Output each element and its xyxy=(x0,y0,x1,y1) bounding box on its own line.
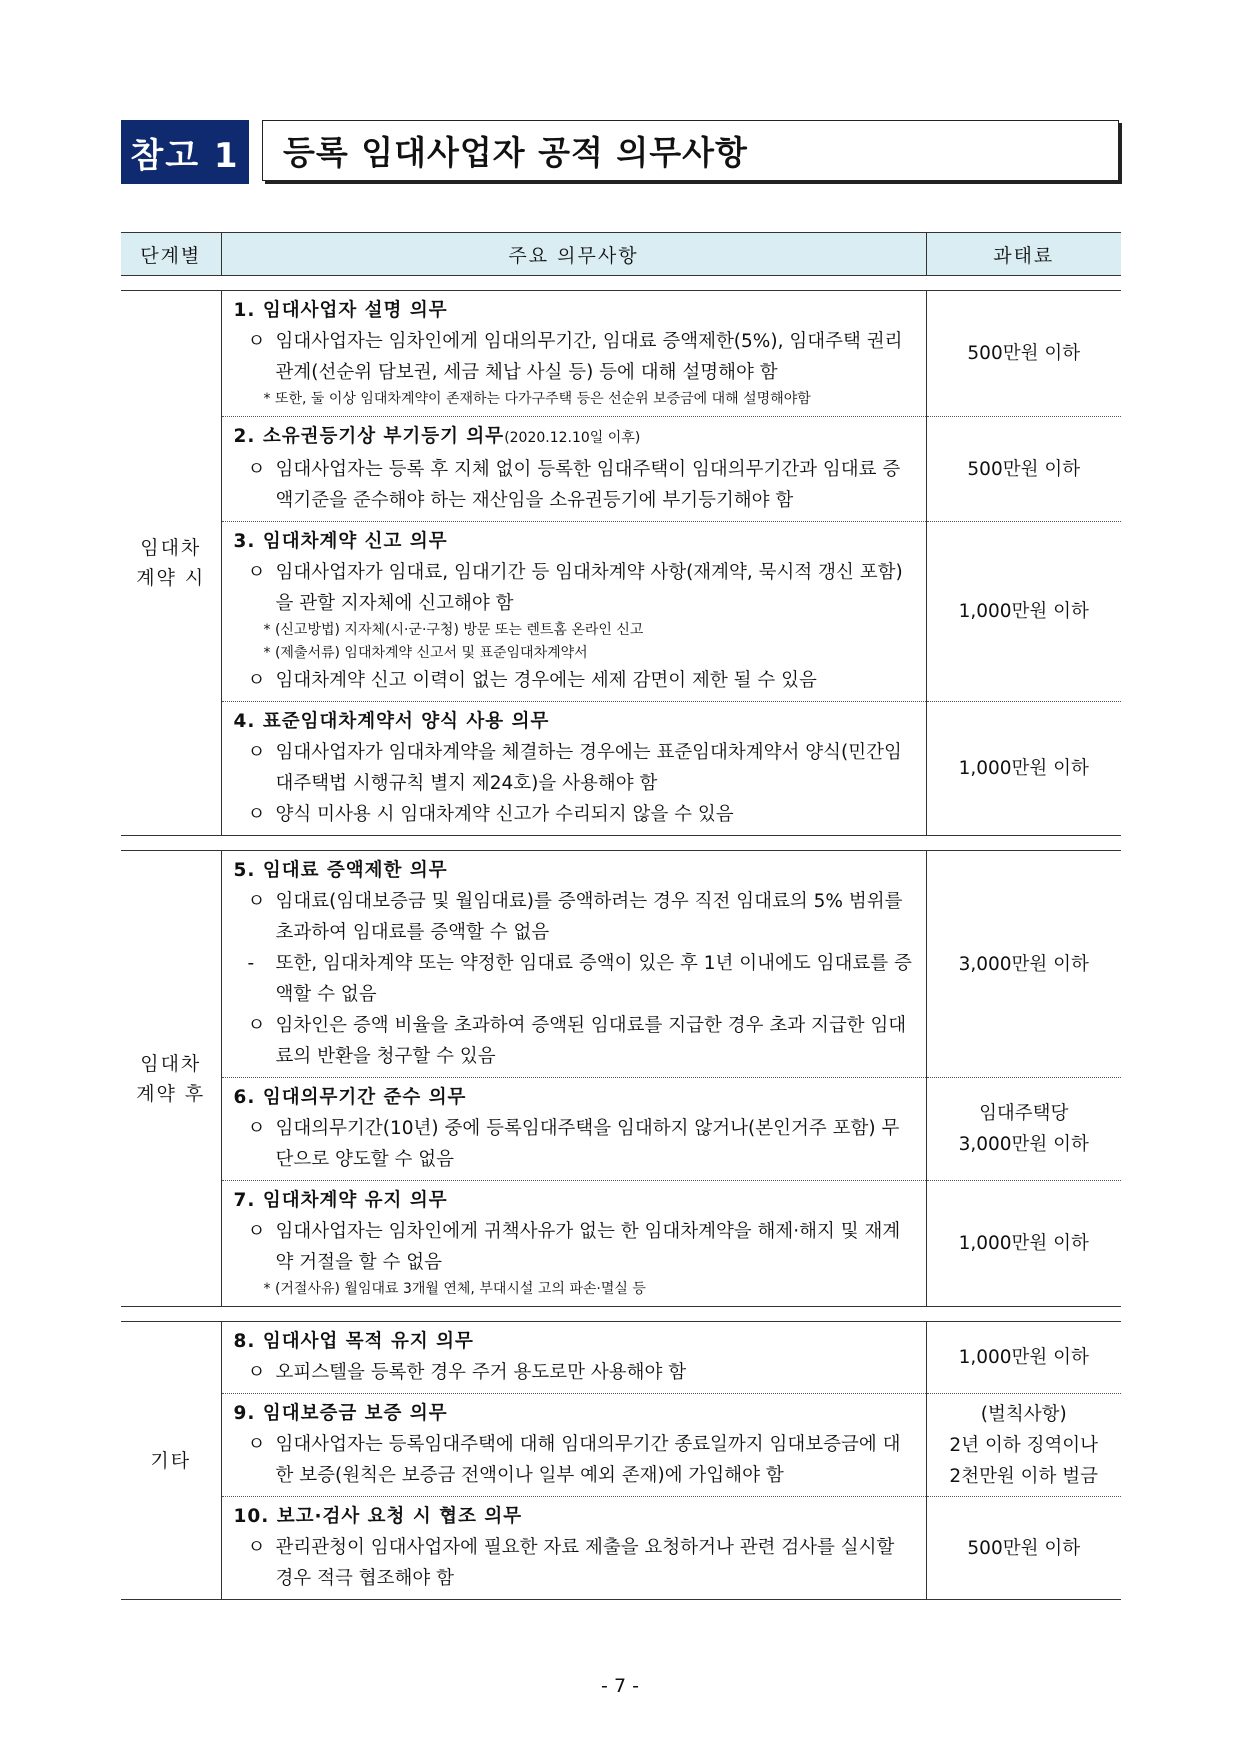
duty-title-text: 1. 임대사업자 설명 의무 xyxy=(233,300,448,321)
fine-text: 500만원 이하 xyxy=(967,458,1081,480)
table-row xyxy=(121,1497,1121,1600)
bullet-item xyxy=(234,886,916,948)
duty-title xyxy=(234,526,916,557)
circle-bullet-icon: ㅇ xyxy=(247,1118,266,1139)
title-bar xyxy=(121,120,1121,186)
fine-text: 1,000만원 이하 xyxy=(958,601,1089,622)
duty-title-text: 10. 보고·검사 요청 시 협조 의무 xyxy=(233,1506,523,1527)
fine-text: 1,000만원 이하 xyxy=(958,758,1089,779)
separator-cell xyxy=(121,836,1121,851)
stage-label: 계약 후 xyxy=(136,1082,206,1105)
header-stage: 단계별 xyxy=(121,233,221,276)
duty-cell xyxy=(221,417,926,522)
duty-title xyxy=(234,1501,916,1532)
duty-title xyxy=(234,295,916,326)
stage-label: 기타 xyxy=(150,1449,192,1472)
table-row xyxy=(121,1394,1121,1497)
table-row xyxy=(121,291,1121,417)
stage-cell xyxy=(121,851,221,1307)
stage-label: 계약 시 xyxy=(136,567,206,589)
page-number: - 7 - xyxy=(601,1675,639,1697)
circle-bullet-icon: ㅇ xyxy=(247,742,266,763)
footnote: * (신고방법) 지자체(시·군·구청) 방문 또는 렌트홈 온라인 신고 xyxy=(263,622,644,638)
duty-cell xyxy=(221,1322,926,1394)
fine-cell xyxy=(926,1322,1121,1394)
duty-title-text: 5. 임대료 증액제한 의무 xyxy=(233,860,448,881)
table-row xyxy=(121,417,1121,522)
fine-cell xyxy=(926,1394,1121,1497)
fine-text: 2천만원 이하 벌금 xyxy=(949,1465,1099,1487)
bullet-item xyxy=(234,326,916,388)
duty-title xyxy=(234,1185,916,1216)
bullet-text: 임대료(임대보증금 및 월임대료)를 증액하려는 경우 직전 임대료의 5% 범위를 초과하여 임대료를 증액할 수 없음 xyxy=(275,891,903,943)
circle-bullet-icon: ㅇ xyxy=(247,459,266,480)
bullet-text: 임대사업자는 등록 후 지체 없이 등록한 임대주택이 임대의무기간과 임대료 증액기준을 준수해야 하는 재산임을 소유권등기에 부기등기해야 함 xyxy=(275,459,901,511)
bullet-text: 임대사업자는 등록임대주택에 대해 임대의무기간 종료일까지 임대보증금에 대한 보증(원칙은 보증금 전액이나 일부 예외 존재)에 가입해야 함 xyxy=(275,1434,901,1486)
fine-text: 500만원 이하 xyxy=(967,1537,1081,1559)
duty-cell xyxy=(221,522,926,702)
separator-cell xyxy=(121,1307,1121,1322)
duty-title-note: (2020.12.10일 이후) xyxy=(504,430,641,446)
circle-bullet-icon: ㅇ xyxy=(247,1015,266,1036)
table-row xyxy=(121,1181,1121,1307)
dash-text: 또한, 임대차계약 또는 약정한 임대료 증액이 있은 후 1년 이내에도 임대료를 증액할 수 없음 xyxy=(275,953,912,1005)
stage-cell xyxy=(121,1322,221,1600)
circle-bullet-icon: ㅇ xyxy=(247,1537,266,1558)
circle-bullet-icon: ㅇ xyxy=(247,891,266,912)
duty-title xyxy=(234,1398,916,1429)
circle-bullet-icon: ㅇ xyxy=(247,670,266,691)
circle-bullet-icon: ㅇ xyxy=(247,804,266,825)
bullet-item xyxy=(234,665,916,696)
duty-cell xyxy=(221,1078,926,1181)
dash-icon: - xyxy=(247,953,255,974)
bullet-item xyxy=(234,737,916,799)
bullet-item xyxy=(234,1216,916,1278)
bullet-item xyxy=(234,1010,916,1072)
duty-title-text: 3. 임대차계약 신고 의무 xyxy=(233,531,448,552)
group-separator xyxy=(121,1307,1121,1322)
bullet-item xyxy=(234,799,916,830)
bullet-item xyxy=(234,454,916,516)
dash-item xyxy=(234,948,916,1010)
duty-title xyxy=(234,1082,916,1113)
stage-cell xyxy=(121,291,221,836)
duty-title-text: 8. 임대사업 목적 유지 의무 xyxy=(233,1331,474,1352)
duty-title xyxy=(234,855,916,886)
duty-title xyxy=(234,706,916,737)
circle-bullet-icon: ㅇ xyxy=(247,1434,266,1455)
fine-cell xyxy=(926,1497,1121,1600)
header-fine: 과태료 xyxy=(926,233,1121,276)
duty-title-text: 4. 표준임대차계약서 양식 사용 의무 xyxy=(233,711,550,732)
bullet-item xyxy=(234,1429,916,1491)
fine-cell xyxy=(926,522,1121,702)
duty-title xyxy=(234,1326,916,1357)
bullet-item xyxy=(234,1532,916,1594)
table-row xyxy=(121,1078,1121,1181)
duty-title-text: 6. 임대의무기간 준수 의무 xyxy=(233,1087,467,1108)
circle-bullet-icon: ㅇ xyxy=(247,1362,266,1383)
fine-text: 500만원 이하 xyxy=(967,343,1081,364)
table-header-row xyxy=(121,233,1121,276)
bullet-item xyxy=(234,1357,916,1388)
duty-title xyxy=(234,421,916,454)
bullet-text: 양식 미사용 시 임대차계약 신고가 수리되지 않을 수 있음 xyxy=(275,804,734,825)
fine-text: 임대주택당 xyxy=(979,1103,1069,1124)
fine-text: 3,000만원 이하 xyxy=(958,1134,1089,1155)
fine-cell xyxy=(926,1181,1121,1307)
bullet-text: 임대의무기간(10년) 중에 등록임대주택을 임대하지 않거나(본인거주 포함) 무단으로 양도할 수 없음 xyxy=(275,1118,900,1170)
stage-label: 임대차 xyxy=(140,1052,202,1075)
duty-cell xyxy=(221,1181,926,1307)
circle-bullet-icon: ㅇ xyxy=(247,562,266,583)
obligations-table xyxy=(121,232,1121,1600)
bullet-item xyxy=(234,1113,916,1175)
fine-cell xyxy=(926,702,1121,836)
group-separator xyxy=(121,276,1121,291)
fine-cell xyxy=(926,851,1121,1078)
table-row xyxy=(121,1322,1121,1394)
bullet-text: 오피스텔을 등록한 경우 주거 용도로만 사용해야 함 xyxy=(275,1362,687,1383)
duty-title-text: 2. 소유권등기상 부기등기 의무 xyxy=(233,426,505,447)
header-duties: 주요 의무사항 xyxy=(221,233,926,276)
table-row xyxy=(121,702,1121,836)
duty-title-text: 9. 임대보증금 보증 의무 xyxy=(233,1403,448,1424)
circle-bullet-icon: ㅇ xyxy=(247,331,266,352)
bullet-text: 임대사업자가 임대차계약을 체결하는 경우에는 표준임대차계약서 양식(민간임대주택법 시행규칙 별지 제24호)을 사용해야 함 xyxy=(275,742,902,794)
reference-badge: 참고 1 xyxy=(121,120,249,184)
bullet-text: 임차인은 증액 비율을 초과하여 증액된 임대료를 지급한 경우 초과 지급한 임대료의 반환을 청구할 수 있음 xyxy=(275,1015,907,1067)
circle-bullet-icon: ㅇ xyxy=(247,1221,266,1242)
fine-text: 2년 이하 징역이나 xyxy=(949,1434,1099,1456)
bullet-text: 임대사업자가 임대료, 임대기간 등 임대차계약 사항(재계약, 묵시적 갱신 포함)을 관할 지자체에 신고해야 함 xyxy=(275,562,903,614)
bullet-item xyxy=(234,557,916,619)
duty-cell xyxy=(221,1497,926,1600)
table-row xyxy=(121,851,1121,1078)
footnote: * 또한, 둘 이상 임대차계약이 존재하는 다가구주택 등은 선순위 보증금에 대해 설명해야함 xyxy=(263,391,811,407)
fine-cell xyxy=(926,417,1121,522)
stage-label: 임대차 xyxy=(140,537,202,559)
duty-cell xyxy=(221,702,926,836)
duty-cell xyxy=(221,291,926,417)
duty-cell xyxy=(221,1394,926,1497)
bullet-text: 임대차계약 신고 이력이 없는 경우에는 세제 감면이 제한 될 수 있음 xyxy=(275,670,817,691)
bullet-text: 임대사업자는 임차인에게 귀책사유가 없는 한 임대차계약을 해제·해지 및 재계약 거절을 할 수 없음 xyxy=(275,1221,901,1273)
fine-text: (벌칙사항) xyxy=(980,1403,1067,1425)
bullet-text: 관리관청이 임대사업자에 필요한 자료 제출을 요청하거나 관련 검사를 실시할 경우 적극 협조해야 함 xyxy=(275,1537,895,1589)
fine-cell xyxy=(926,1078,1121,1181)
page-title: 등록 임대사업자 공적 의무사항 xyxy=(262,120,1119,181)
separator-cell xyxy=(121,276,1121,291)
bullet-text: 임대사업자는 임차인에게 임대의무기간, 임대료 증액제한(5%), 임대주택 권리관계(선순위 담보권, 세금 체납 사실 등) 등에 대해 설명해야 함 xyxy=(275,331,903,383)
footnote: * (거절사유) 월임대료 3개월 연체, 부대시설 고의 파손·멸실 등 xyxy=(263,1281,646,1297)
footnote: * (제출서류) 임대차계약 신고서 및 표준임대차계약서 xyxy=(263,645,588,661)
fine-text: 1,000만원 이하 xyxy=(958,1347,1089,1368)
table-row xyxy=(121,522,1121,702)
duty-title-text: 7. 임대차계약 유지 의무 xyxy=(233,1190,448,1211)
group-separator xyxy=(121,836,1121,851)
duty-cell xyxy=(221,851,926,1078)
fine-text: 3,000만원 이하 xyxy=(958,953,1089,975)
fine-cell xyxy=(926,291,1121,417)
fine-text: 1,000만원 이하 xyxy=(958,1233,1089,1254)
